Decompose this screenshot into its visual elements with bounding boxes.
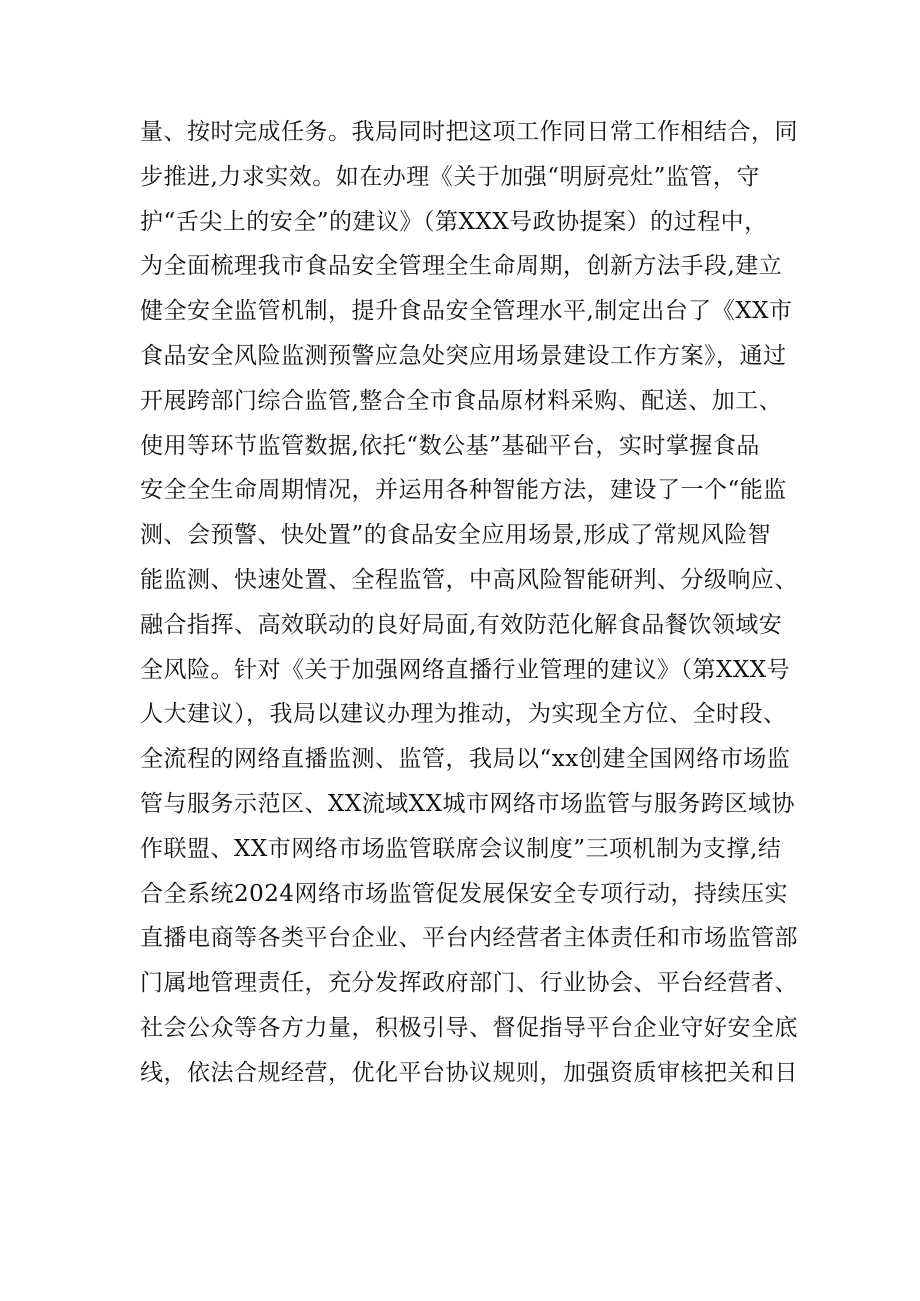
text-line: 融合指挥、高效联动的良好局面,有效防范化解食品餐饮领域安	[140, 611, 783, 638]
text-line: 食品安全风险监测预警应急处突应用场景建设工作方案》，通过	[140, 342, 787, 369]
text-line: 能监测、快速处置、全程监管，中高风险智能研判、分级响应、	[140, 566, 798, 593]
text-line: 合全系统2024网络市场监管促发展保安全专项行动，持续压实	[140, 880, 789, 907]
text-line: 测、会预警、快处置”的食品安全应用场景,形成了常规风险智	[140, 522, 772, 549]
text-line: 使用等环节监管数据,依托“数公基”基础平台，实时掌握食品	[140, 432, 760, 459]
body-paragraph	[140, 110, 800, 1096]
text-line: 作联盟、XX市网络市场监管联席会议制度”三项机制为支撑,结	[140, 835, 782, 862]
text-line: 管与服务示范区、XX流域XX城市网络市场监管与服务跨区域协	[140, 790, 795, 817]
text-line: 直播电商等各类平台企业、平台内经营者主体责任和市场监管部	[140, 925, 798, 952]
text-line: 门属地管理责任，充分发挥政府部门、行业协会、平台经营者、	[140, 970, 798, 997]
text-line: 社会公众等各方力量，积极引导、督促指导平台企业守好安全底	[140, 1014, 798, 1041]
text-line: 为全面梳理我市食品安全管理全生命周期，创新方法手段,建立	[140, 253, 783, 280]
text-line: 全流程的网络直播监测、监管，我局以“xx创建全国网络市场监	[140, 746, 791, 773]
text-line: 步推进,力求实效。如在办理《关于加强“明厨亮灶”监管，守	[140, 163, 760, 190]
text-line: 健全安全监管机制，提升食品安全管理水平,制定出台了《XX市	[140, 298, 793, 325]
text-line: 开展跨部门综合监管,整合全市食品原材料采购、配送、加工、	[140, 387, 783, 414]
text-line: 线，依法合规经营，优化平台协议规则，加强资质审核把关和日	[140, 1059, 798, 1086]
text-line: 全风险。针对《关于加强网络直播行业管理的建议》（第XXX号	[140, 656, 791, 683]
text-line: 护“舌尖上的安全”的建议》（第XXX号政协提案）的过程中，	[140, 208, 768, 235]
text-line: 人大建议），我局以建议办理为推动，为实现全方位、全时段、	[140, 701, 787, 728]
text-line: 量、按时完成任务。我局同时把这项工作同日常工作相结合，同	[140, 119, 798, 145]
text-line: 安全全生命周期情况，并运用各种智能方法，建设了一个“能监	[140, 477, 787, 504]
